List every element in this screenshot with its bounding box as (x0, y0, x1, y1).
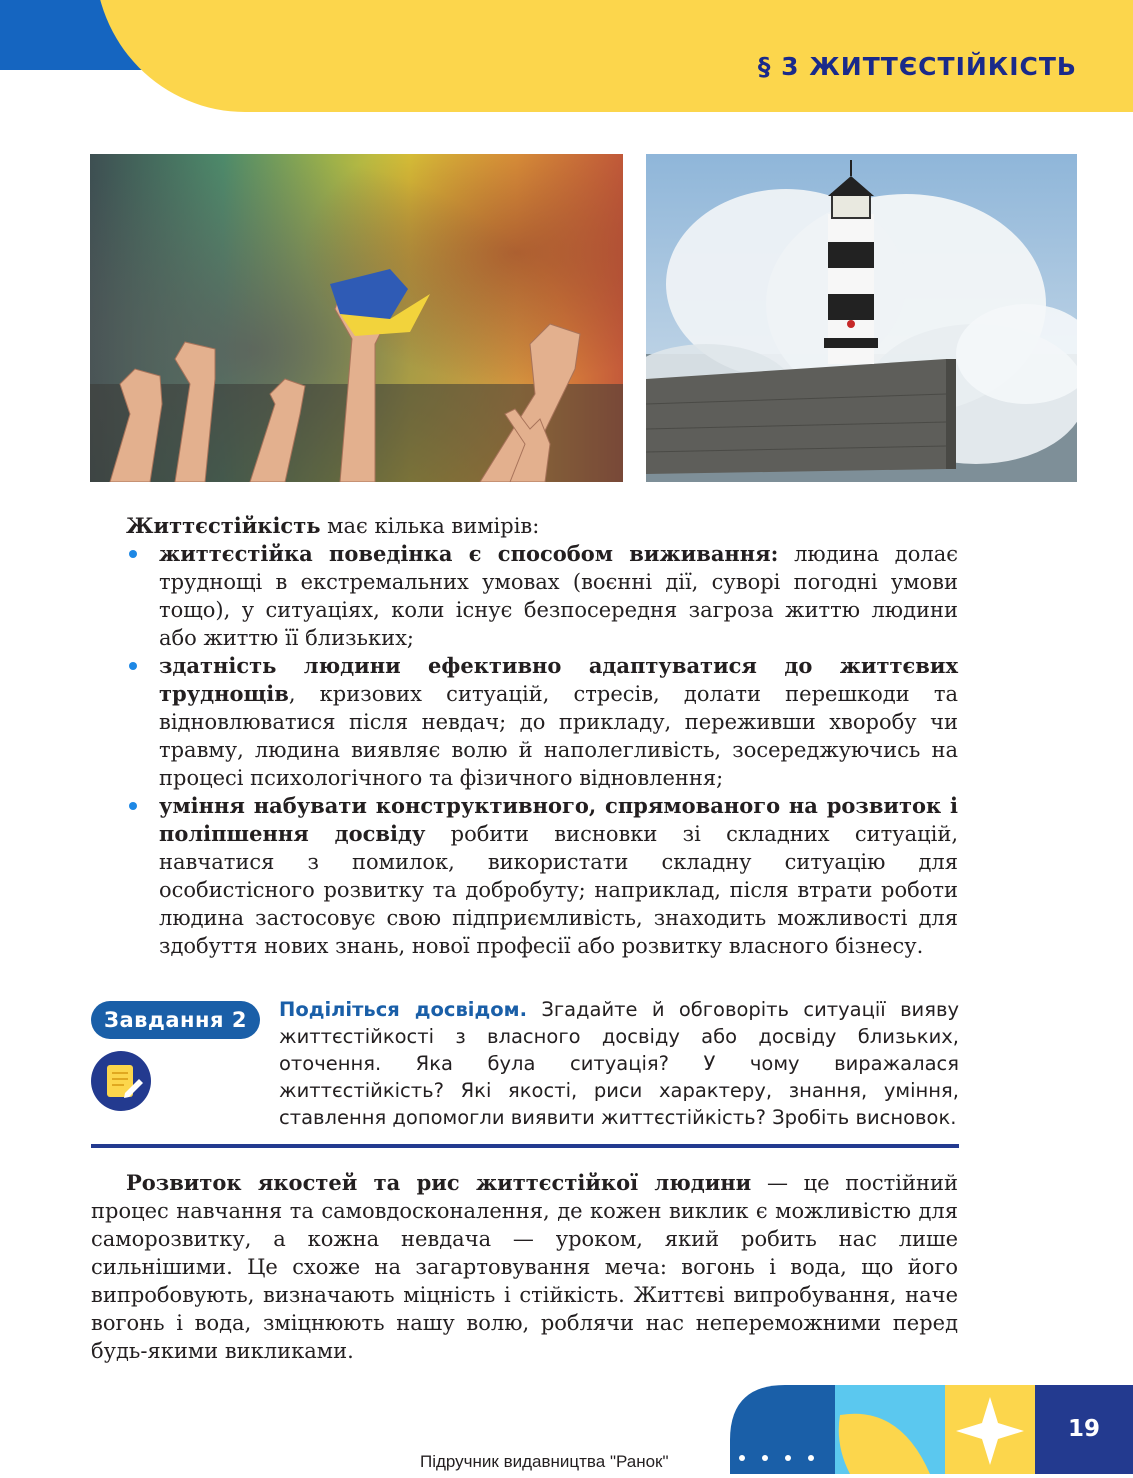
task-text (279, 996, 959, 1131)
closing-bold: Розвиток якостей та рис життєстійкої людини (126, 1170, 752, 1195)
list-item (126, 540, 958, 652)
closing-paragraph (91, 1169, 958, 1365)
list-item-bold: здатність людини ефективно адаптуватися до життєвих труднощів (159, 653, 958, 706)
list-item-bold: життєстійка поведінка є способом виживання: (159, 541, 779, 566)
bullet-icon (129, 550, 137, 558)
list-item (126, 792, 958, 960)
task-lead: Поділіться досвідом. (279, 998, 527, 1021)
task-label: Завдання 2 (91, 1001, 260, 1039)
raised-fists-photo (90, 154, 623, 482)
section-title: § 3 ЖИТТЄСТІЙКІСТЬ (757, 52, 1077, 81)
list-item-text: людина долає труднощі в екстремальних умовах (воєнні дії, суворі погодні умови тощо), у ситуаціях, коли існує безпосередня загроза життю людини або життю її близьких; (159, 542, 958, 650)
task-divider (91, 1144, 959, 1148)
notepad-pencil-icon (91, 1051, 151, 1111)
list-item (126, 652, 958, 792)
intro-rest: має кілька вимірів: (320, 514, 540, 538)
list-item-bold: уміння набувати конструктивного, спрямованого на розвиток і поліпшення досвіду (159, 793, 958, 846)
list-item-text: , кризових ситуацій, стресів, долати перешкоди та відновлюватися після невдач; до прикладу, переживши хворобу чи травму, людина виявляє волю й наполегливість, зосереджуючись на процесі психологічного та фізичного відновлення; (159, 682, 958, 790)
intro-line (126, 512, 958, 540)
closing-text: — це постійний процес навчання та самовдосконалення, де кожен виклик є можливістю для саморозвитку, а кожна невдача — уроком, який робить нас лише сильнішими. Це схоже на загартовування меча: вогонь і вода, що його випробовують, визначають міцність і стійкість. Життєві випробування, наче вогонь і вода, зміцнюють нашу волю, роблячи нас непереможними перед будь-якими викликами. (91, 1171, 958, 1363)
dimensions-section (126, 512, 958, 960)
task-body: Згадайте й обговоріть ситуації вияву життєстійкості з власного досвіду або досвіду близьких, оточення. Яка була ситуація? У чому виражалася життєстійкість? Які якості, риси характеру, знання, уміння, ставлення допомогли виявити життєстійкість? Зробіть висновок. (279, 998, 959, 1129)
list-item-text: робити висновки зі складних ситуацій, навчатися з помилок, використати складну ситуацію для особистісного розвитку та добробуту; наприклад, після втрати роботи людина застосовує свою підприємливість, знаходить можливості для здобуття нових знань, нової професії або розвитку власного бізнесу. (159, 822, 958, 958)
bullet-icon (129, 662, 137, 670)
publisher-line: Підручник видавництва "Ранок" (420, 1452, 669, 1471)
intro-term: Життєстійкість (126, 513, 321, 538)
bullet-icon (129, 802, 137, 810)
page-number: 19 (1035, 1385, 1133, 1474)
lighthouse-wave-photo (646, 154, 1077, 482)
dimensions-list (126, 540, 958, 960)
